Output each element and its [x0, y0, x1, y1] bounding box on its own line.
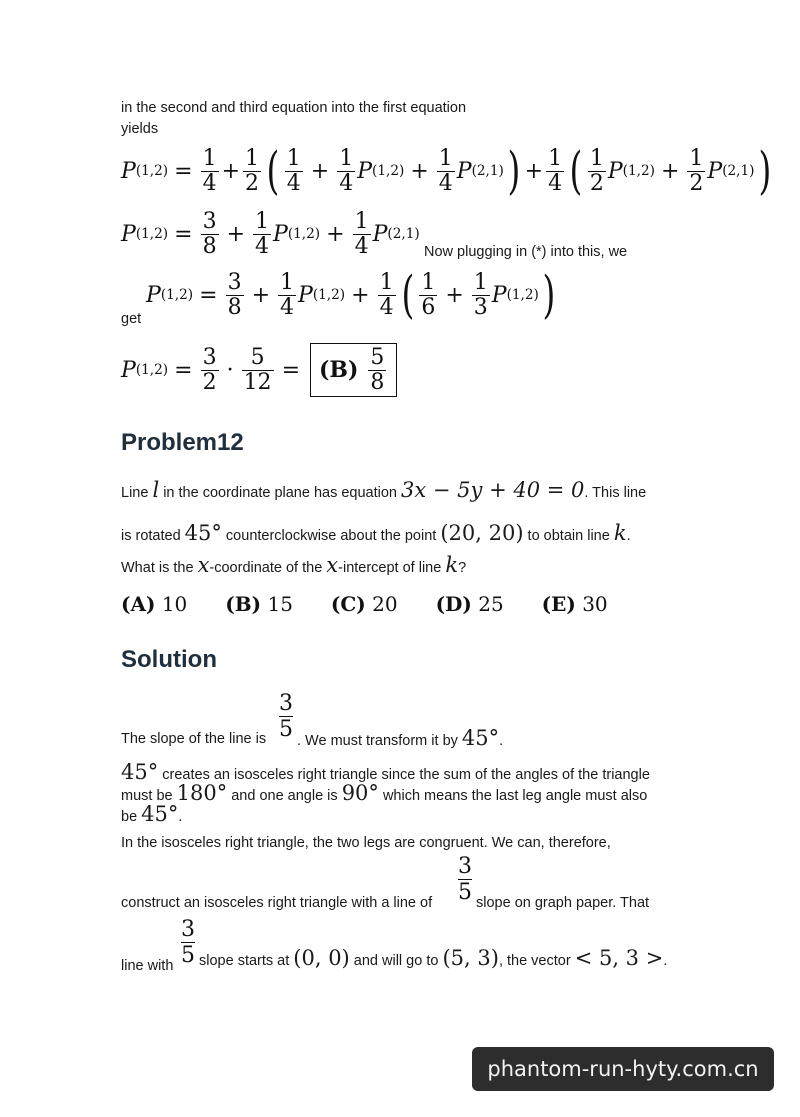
- slope-fraction-1: 3 5: [279, 691, 293, 742]
- solution-line-3: must be 180° and one angle is 90° which means the last leg angle must also: [121, 781, 648, 805]
- solution-line-6b: slope on graph paper. That: [476, 895, 650, 911]
- solution-line-7b: slope starts at (0, 0) and will go to (5, 3), the vector < 5, 3 >.: [199, 946, 668, 970]
- solution-line-6a: construct an isosceles right triangle with a line of: [121, 895, 433, 911]
- problem-line-1: Line l in the coordinate plane has equation 3x − 5y + 40 = 0. This line: [121, 478, 647, 502]
- intro-line-2: yields: [121, 121, 159, 137]
- solution-line-5: In the isosceles right triangle, the two legs are congruent. We can, therefore,: [121, 835, 611, 851]
- choice-a: (A) 10: [121, 592, 188, 616]
- equation-3: P (1,2) = $\frac{3}{8}$ + $\frac{1}{4}$ P (1,2) + $\frac{1}{4}$ ( $\frac{1}{6}$ + $\frac{1}{3}$ P (1,2) ): [146, 264, 556, 324]
- equation-1: P (1,2) = $\frac{1}{4}$ + $\frac{1}{2}$ ( $\frac{1}{4}$ + $\frac{1}{4}$ P (1,2) + $\frac{1}{4}$ P (2,1) ) + $\frac{1}{4}$ ( $\frac{1}{2}$ P (1,2) + $\frac{1}{2}$ P (2,1) ): [121, 140, 771, 200]
- problem-line-3: What is the x-coordinate of the x-intercept of line k?: [121, 553, 467, 577]
- choice-d: (D) 25: [435, 592, 504, 616]
- slope-fraction-3: 3 5: [181, 917, 195, 968]
- solution-line-4: be 45°.: [121, 802, 183, 826]
- answer-box: (B) $\frac{5}{8}$: [310, 343, 397, 396]
- solution-heading: Solution: [121, 646, 217, 673]
- eq2-trailing-text: Now plugging in (*) into this, we: [424, 244, 628, 260]
- equation-4: P (1,2) = $\frac{3}{2}$ · $\frac{5}{12}$ = (B) $\frac{5}{8}$: [121, 338, 397, 402]
- problem-line-2: is rotated 45° counterclockwise about the point (20, 20) to obtain line k.: [121, 521, 631, 545]
- solution-line-7a: line with: [121, 958, 174, 974]
- choice-c: (C) 20: [330, 592, 398, 616]
- intro-line-1: in the second and third equation into the first equation: [121, 100, 467, 116]
- solution-line-1a: The slope of the line is: [121, 731, 267, 747]
- solution-line-1b: . We must transform it by 45°.: [297, 726, 504, 750]
- equation-2: P (1,2) = $\frac{3}{8}$ + $\frac{1}{4}$ P (1,2) + $\frac{1}{4}$ P (2,1): [121, 209, 420, 259]
- choice-b: (B) 15: [225, 592, 293, 616]
- eq3-prefix-text: get: [121, 311, 142, 327]
- answer-choices: [121, 592, 608, 616]
- problem-heading: Problem12: [121, 429, 244, 456]
- slope-fraction-2: 3 5: [458, 854, 472, 905]
- solution-line-2: 45° creates an isosceles right triangle since the sum of the angles of the triangle: [121, 760, 650, 784]
- choice-e: (E) 30: [541, 592, 608, 616]
- watermark-badge: phantom-run-hyty.com.cn: [472, 1047, 774, 1091]
